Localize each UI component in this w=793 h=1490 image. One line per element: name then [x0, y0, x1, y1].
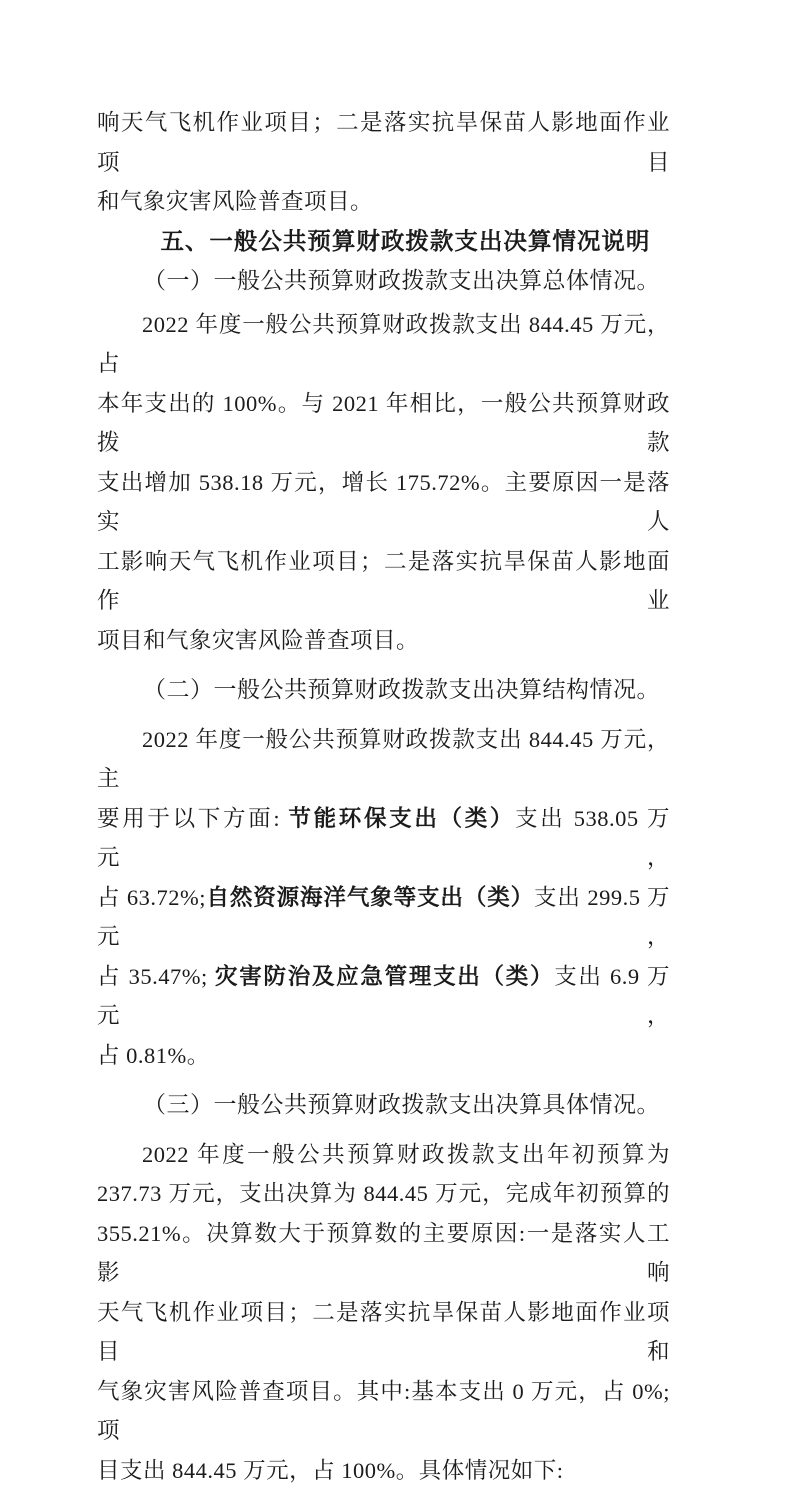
- text-segment: 支出 299.5 万元，: [97, 885, 670, 950]
- text-segment: 响天气飞机作业项目；二是落实抗旱保苗人影地面作业项目: [97, 110, 670, 175]
- document-line: [97, 182, 670, 222]
- text-segment: 气象灾害风险普查项目。其中:基本支出 0 万元，占 0%; 项: [97, 1379, 670, 1444]
- text-segment: 占 35.47%;: [97, 964, 215, 989]
- document-line: [97, 1085, 670, 1125]
- document-line: [97, 542, 670, 621]
- text-segment: 工影响天气飞机作业项目；二是落实抗旱保苗人影地面作业: [97, 549, 670, 614]
- document-line: [97, 621, 670, 661]
- text-segment: 目支出 844.45 万元，占 100%。具体情况如下:: [97, 1458, 564, 1483]
- sub-heading: [97, 1085, 670, 1125]
- text-segment: 本年支出的 100%。与 2021 年相比，一般公共预算财政拨款: [97, 391, 670, 456]
- document-line: [97, 957, 670, 1036]
- text-segment: 和气象灾害风险普查项目。: [97, 189, 373, 214]
- text-segment: 237.73 万元，支出决算为 844.45 万元，完成年初预算的: [97, 1181, 670, 1206]
- text-segment: 支出 538.05 万元，: [97, 806, 670, 871]
- text-segment: （一）一般公共预算财政拨款支出决算总体情况。: [143, 268, 660, 293]
- document-line: [97, 878, 670, 957]
- bold-category-text: 节能环保支出（类）: [288, 806, 515, 831]
- text-segment: 天气飞机作业项目；二是落实抗旱保苗人影地面作业项目和: [97, 1300, 670, 1365]
- document-line: [97, 222, 670, 262]
- document-line: [97, 1174, 670, 1214]
- text-segment: 占 0.81%。: [97, 1043, 210, 1068]
- document-line: [97, 720, 670, 799]
- document-line: [97, 1372, 670, 1451]
- text-segment: 要用于以下方面:: [97, 806, 288, 831]
- text-segment: 2022 年度一般公共预算财政拨款支出 844.45 万元，占: [97, 312, 670, 377]
- sub-heading: [97, 261, 670, 301]
- section-heading: [97, 222, 670, 262]
- document-line: [97, 463, 670, 542]
- text-segment: （三）一般公共预算财政拨款支出决算具体情况。: [143, 1092, 660, 1117]
- paragraph: [97, 305, 670, 661]
- document-body: [97, 103, 670, 1490]
- document-line: [97, 1135, 670, 1175]
- document-line: [97, 1293, 670, 1372]
- text-segment: 2022 年度一般公共预算财政拨款支出年初预算为: [142, 1142, 670, 1167]
- document-line: [97, 1036, 670, 1076]
- document-line: [97, 261, 670, 301]
- text-segment: 支出增加 538.18 万元，增长 175.72%。主要原因一是落实人: [97, 470, 670, 535]
- document-line: [97, 305, 670, 384]
- text-segment: 占 63.72%;: [97, 885, 206, 910]
- text-segment: 支出 6.9 万元，: [97, 964, 670, 1029]
- document-line: [97, 103, 670, 182]
- document-line: [97, 384, 670, 463]
- bold-category-text: 自然资源海洋气象等支出（类）: [206, 885, 534, 910]
- text-segment: 项目和气象灾害风险普查项目。: [97, 628, 419, 653]
- paragraph: [97, 103, 670, 222]
- bold-category-text: 五、一般公共预算财政拨款支出决算情况说明: [160, 228, 650, 254]
- document-line: [97, 799, 670, 878]
- bold-category-text: 灾害防治及应急管理支出（类）: [215, 964, 554, 989]
- document-line: [97, 670, 670, 710]
- text-segment: 355.21%。决算数大于预算数的主要原因:一是落实人工影响: [97, 1221, 670, 1286]
- paragraph: [97, 720, 670, 1076]
- document-line: [97, 1451, 670, 1490]
- text-segment: 2022 年度一般公共预算财政拨款支出 844.45 万元，主: [97, 727, 670, 792]
- text-segment: （二）一般公共预算财政拨款支出决算结构情况。: [143, 677, 660, 702]
- paragraph: [97, 1135, 670, 1490]
- document-line: [97, 1214, 670, 1293]
- sub-heading: [97, 670, 670, 710]
